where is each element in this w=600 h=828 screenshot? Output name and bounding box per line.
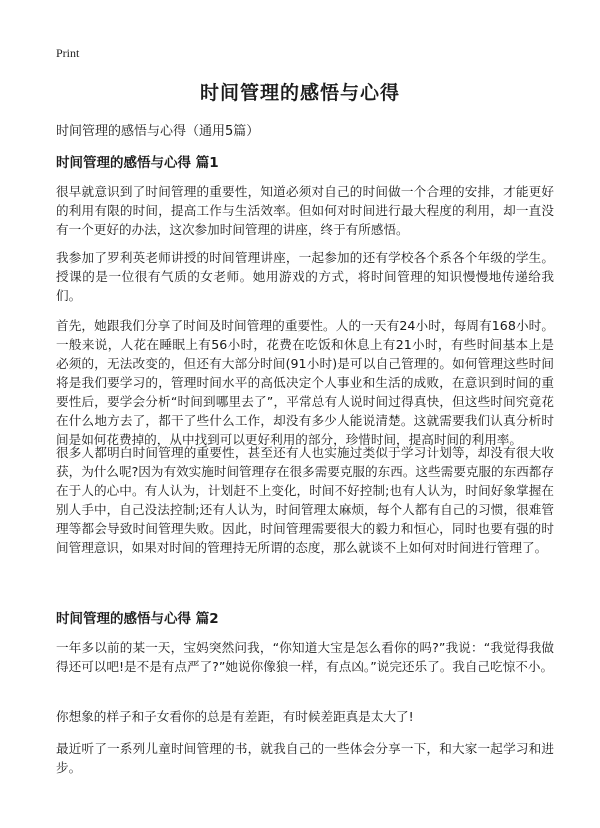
paragraph: 我参加了罗利英老师讲授的时间管理讲座，一起参加的还有学校各个系各个年级的学生。授课的是一位很有气质的女老师。她用游戏的方式，将时间管理的知识慢慢地传递给我们。 xyxy=(56,250,554,303)
paragraph: 首先，她跟我们分享了时间及时间管理的重要性。人的一天有24小时，每周有168小时。一般来说，人花在睡眠上有56小时，花费在吃饭和休息上有21小时，有些时间基本上是必须的，无法改变的，但还有大部分时间(91小时)是可以自己管理的。如何管理这些时间将是我们要学习的，管理时间水平的高低决定个人事业和生活的成败，在意识到时间的重要性后，要学会分析“时间到哪里去了”，平常总有人说时间过得真快，但这些时间究竟花在什么地方去了，都干了些什么工作，却没有多少人能说清楚。这就需要我们认真分析时间是如何花费掉的，从中找到可以更好利用的部分，珍惜时间，提高时间的利用率。 xyxy=(56,318,554,447)
paragraph: 一年多以前的某一天，宝妈突然问我，“你知道大宝是怎么看你的吗?”我说：“我觉得我做得还可以吧!是不是有点严了?”她说你像狼一样，有点凶。”说完还乐了。我自己吃惊不小。 xyxy=(56,640,554,674)
paragraph: 你想象的样子和子女看你的总是有差距，有时候差距真是太大了! xyxy=(56,709,414,724)
document-subtitle: 时间管理的感悟与心得（通用5篇） xyxy=(56,124,260,139)
section-heading-2: 时间管理的感悟与心得 篇2 xyxy=(56,611,219,627)
section-heading-1: 时间管理的感悟与心得 篇1 xyxy=(56,155,219,171)
paragraph: 最近听了一系列儿童时间管理的书，就我自己的一些体会分享一下，和大家一起学习和进步。 xyxy=(56,741,554,775)
paragraph: 很早就意识到了时间管理的重要性，知道必须对自己的时间做一个合理的安排，才能更好的利用有限的时间，提高工作与生活效率。但如何对时间进行最大程度的利用，却一直没有一个更好的办法，这次参加时间管理的讲座，终于有所感悟。 xyxy=(56,184,554,237)
page-title: 时间管理的感悟与心得 xyxy=(199,82,400,104)
print-link[interactable]: Print xyxy=(56,46,80,60)
paragraph: 很多人都明白时间管理的重要性，甚至还有人也实施过类似于学习计划等，却没有很大收获，为什么呢?因为有效实施时间管理存在很多需要克服的东西。这些需要克服的东西都存在于人的心中。有人认为，计划赶不上变化，时间不好控制;也有人认为，时间好象掌握在别人手中，自己没法控制;还有人认为，时间管理太麻烦，每个人都有自己的习惯，很难管理等都会导致时间管理失败。因此，时间管理需要很大的毅力和恒心，同时也要有强的时间管理意识，如果对时间的管理持无所谓的态度，那么就谈不上如何对时间进行管理了。 xyxy=(56,445,554,555)
